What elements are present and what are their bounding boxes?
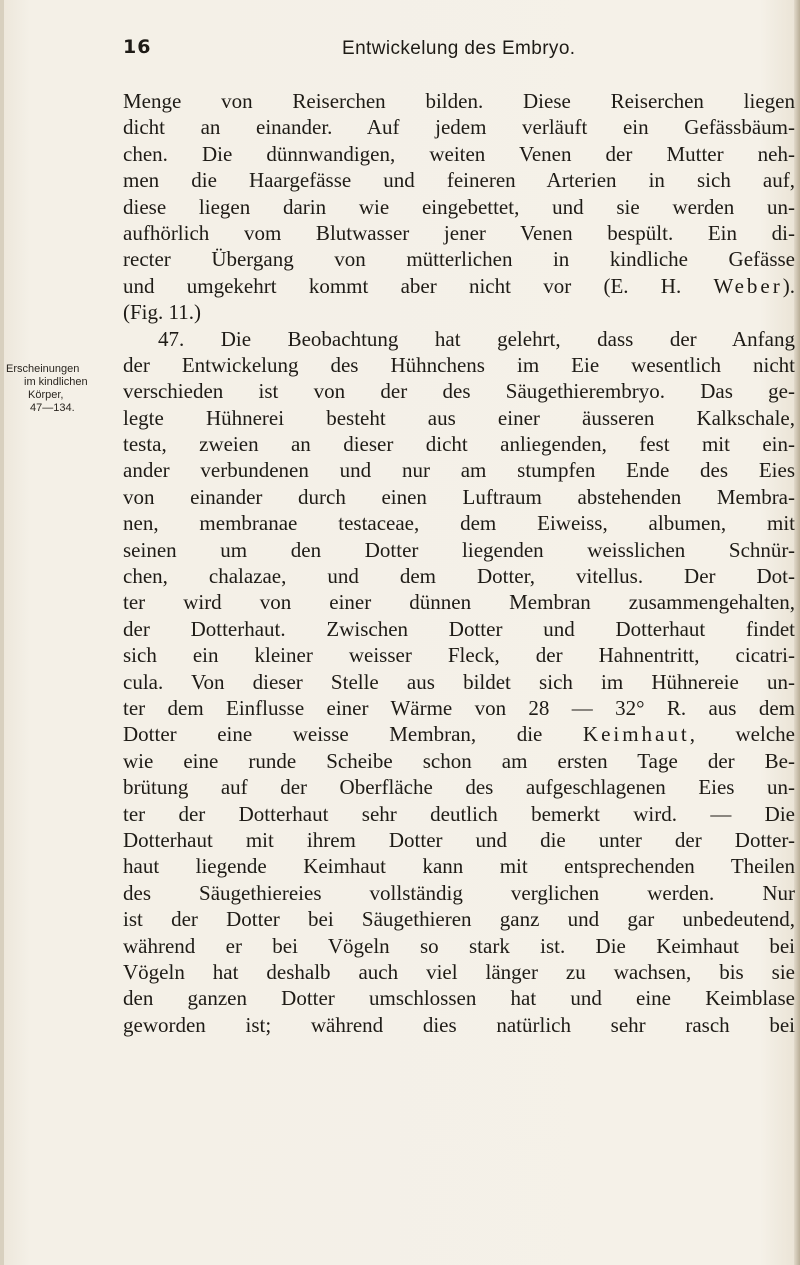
text-line: ander verbundenen und nur am stumpfen Ende des Eies bbox=[123, 458, 795, 483]
text-line: sich ein kleiner weisser Fleck, der Hahnentritt, cicatri- bbox=[123, 643, 795, 668]
text-line: ist der Dotter bei Säugethieren ganz und gar unbedeutend, bbox=[123, 907, 795, 932]
text-line: des Säugethiereies vollständig verglichen werden. Nur bbox=[123, 880, 795, 905]
text-segment: ). bbox=[782, 273, 795, 298]
text-segment: und umgekehrt kommt aber nicht vor (E. H. bbox=[123, 273, 714, 298]
text-line bbox=[123, 273, 795, 299]
text-line: dicht an einander. Auf jedem verläuft ein Gefässbäum- bbox=[123, 115, 795, 140]
page-number: 16 bbox=[123, 36, 152, 58]
author-name: Weber bbox=[713, 273, 783, 298]
text-segment: , welche bbox=[689, 722, 795, 747]
body-text bbox=[123, 88, 795, 1038]
term-keimhaut: Keimhaut bbox=[582, 722, 690, 747]
text-line: cula. Von dieser Stelle aus bildet sich im Hühnereie un- bbox=[123, 669, 795, 694]
text-line: legte Hühnerei besteht aus einer äusseren Kalkschale, bbox=[123, 405, 795, 430]
text-line: seinen um den Dotter liegenden weisslichen Schnür- bbox=[123, 537, 795, 562]
text-line: ter wird von einer dünnen Membran zusammengehalten, bbox=[123, 590, 795, 615]
text-line: chen, chalazae, und dem Dotter, vitellus. Der Dot- bbox=[123, 564, 795, 589]
text-line: men die Haargefässe und feineren Arterien in sich auf, bbox=[123, 168, 795, 193]
text-line: ter dem Einflusse einer Wärme von 28 — 32° R. aus dem bbox=[123, 695, 795, 720]
margin-note bbox=[6, 363, 118, 415]
figure-reference: (Fig. 11.) bbox=[123, 300, 201, 325]
text-line: recter Übergang von mütterlichen in kindliche Gefässe bbox=[123, 247, 795, 272]
running-title: Entwickelung des Embryo. bbox=[342, 38, 576, 59]
text-line bbox=[123, 721, 795, 747]
text-line: wie eine runde Scheibe schon am ersten Tage der Be- bbox=[123, 748, 795, 773]
page-left-edge bbox=[0, 0, 4, 1265]
text-line: Vögeln hat deshalb auch viel länger zu wachsen, bis sie bbox=[123, 959, 795, 984]
text-line: Menge von Reiserchen bilden. Diese Reiserchen liegen bbox=[123, 89, 795, 113]
text-line: diese liegen darin wie eingebettet, und sie werden un- bbox=[123, 194, 795, 219]
text-line: während er bei Vögeln so stark ist. Die Keimhaut bei bbox=[123, 933, 795, 958]
text-line: ter der Dotterhaut sehr deutlich bemerkt wird. — Die bbox=[123, 801, 795, 826]
margin-note-line: Körper, bbox=[28, 389, 64, 401]
text-line: testa, zweien an dieser dicht anliegenden, fest mit ein- bbox=[123, 432, 795, 457]
text-line: chen. Die dünnwandigen, weiten Venen der Mutter neh- bbox=[123, 141, 795, 166]
text-segment: Dotter eine weisse Membran, die bbox=[123, 722, 583, 747]
running-head bbox=[0, 26, 800, 66]
paragraph-start: 47. Die Beobachtung hat gelehrt, dass der Anfang bbox=[158, 326, 795, 351]
text-line: von einander durch einen Luftraum abstehenden Membra- bbox=[123, 484, 795, 509]
text-line: brütung auf der Oberfläche des aufgeschlagenen Eies un- bbox=[123, 775, 795, 800]
text-line: verschieden ist von der des Säugethierembryo. Das ge- bbox=[123, 379, 795, 404]
margin-note-line: im kindlichen bbox=[24, 376, 88, 388]
text-line: nen, membranae testaceae, dem Eiweiss, albumen, mit bbox=[123, 511, 795, 536]
text-line: Dotterhaut mit ihrem Dotter und die unter der Dotter- bbox=[123, 827, 795, 852]
margin-note-line: 47—134. bbox=[30, 402, 75, 414]
margin-note-line: Erscheinungen bbox=[6, 363, 80, 375]
text-line: geworden ist; während dies natürlich sehr rasch bei bbox=[123, 1012, 795, 1037]
text-line: der Dotterhaut. Zwischen Dotter und Dotterhaut findet bbox=[123, 616, 795, 641]
text-line: aufhörlich vom Blutwasser jener Venen bespült. Ein di- bbox=[123, 220, 795, 245]
text-line: der Entwickelung des Hühnchens im Eie wesentlich nicht bbox=[123, 352, 795, 377]
text-line: den ganzen Dotter umschlossen hat und eine Keimblase bbox=[123, 986, 795, 1011]
text-line: haut liegende Keimhaut kann mit entsprechenden Theilen bbox=[123, 854, 795, 879]
